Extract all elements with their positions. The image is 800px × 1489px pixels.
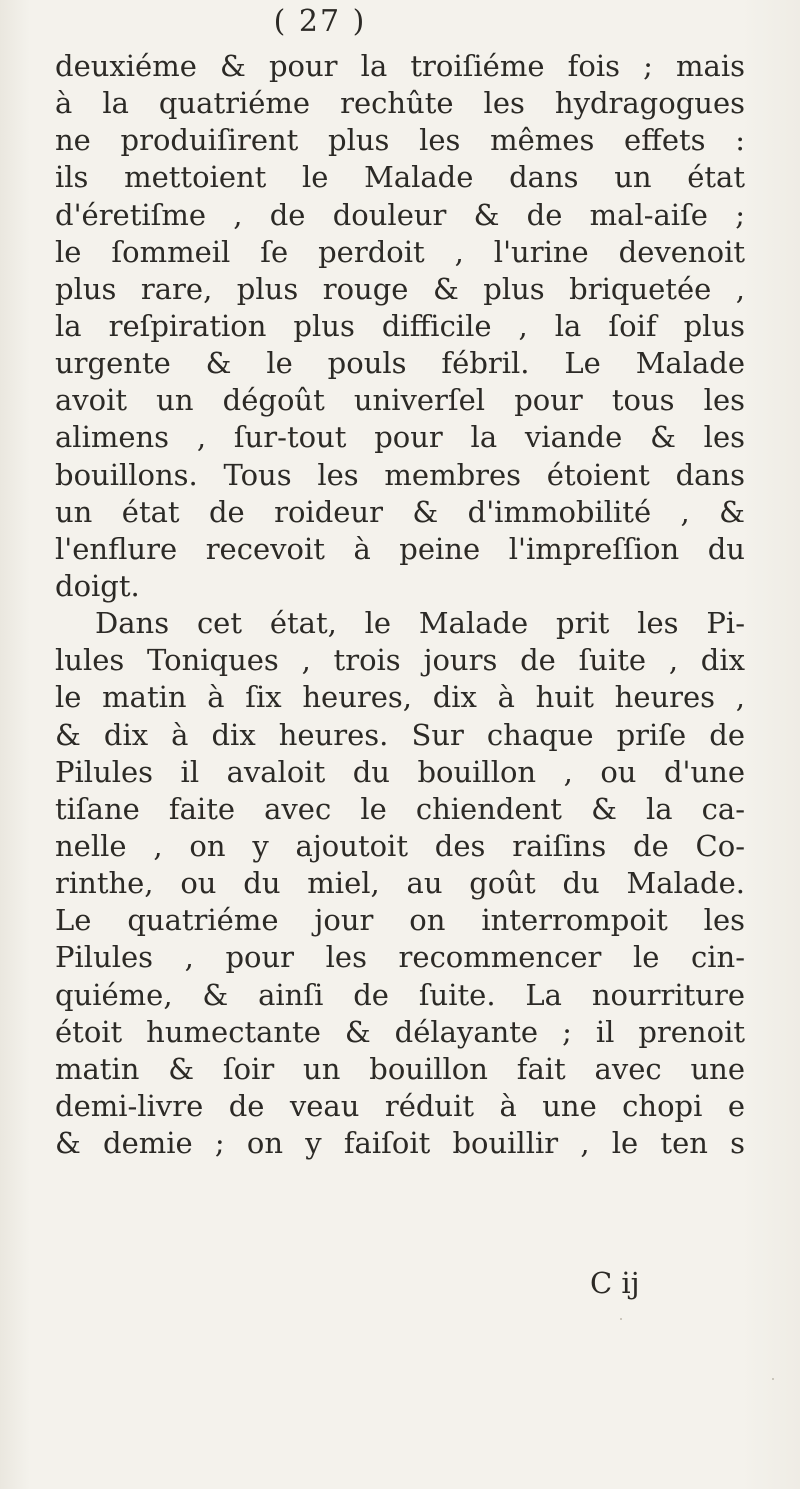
text-line: l'enflure recevoit à peine l'impreſſion du	[55, 531, 745, 566]
text-line: la reſpiration plus difficile , la ſoif plus	[55, 308, 745, 343]
text-line: nelle , on y ajoutoit des raiſins de Co-	[55, 828, 745, 863]
text-line: demi-livre de veau réduit à une chopi e	[55, 1088, 745, 1123]
page-number: ( 27 )	[273, 4, 367, 39]
text-line: d'éretiſme , de douleur & de mal-aiſe ;	[55, 197, 745, 232]
text-line: plus rare, plus rouge & plus briquetée ,	[55, 271, 745, 306]
paragraph-first-line: Dans cet état, le Malade prit les Pi-	[95, 606, 745, 641]
text-line: tiſane faite avec le chiendent & la ca-	[55, 791, 745, 826]
text-line: le ſommeil ſe perdoit , l'urine devenoit	[55, 234, 745, 269]
text-line: deuxiéme & pour la troiſiéme fois ; mais	[55, 49, 745, 83]
text-line: matin & ſoir un bouillon fait avec une	[55, 1051, 745, 1086]
text-line: un état de roideur & d'immobilité , &	[55, 494, 745, 529]
text-line: à la quatriéme rechûte les hydragogues	[55, 86, 745, 121]
text-line: rinthe, ou du miel, au goût du Malade.	[55, 866, 745, 901]
text-line: & dix à dix heures. Sur chaque priſe de	[55, 717, 745, 752]
paper-speck	[772, 1378, 774, 1380]
text-line: lules Toniques , trois jours de ſuite , dix	[55, 643, 745, 678]
text-line: doigt.	[55, 568, 140, 603]
text-line: le matin à ſix heures, dix à huit heures ,	[55, 680, 745, 715]
text-line: avoit un dégoût univerſel pour tous les	[55, 383, 745, 418]
text-line: étoit humectante & délayante ; il prenoit	[55, 1014, 745, 1049]
text-line: Pilules il avaloit du bouillon , ou d'une	[55, 754, 745, 789]
text-line: alimens , ſur-tout pour la viande & les	[55, 420, 745, 455]
text-line: ils mettoient le Malade dans un état	[55, 160, 745, 195]
signature-mark: C ij	[590, 1266, 640, 1300]
text-line: bouillons. Tous les membres étoient dans	[55, 457, 745, 492]
text-line: urgente & le pouls fébril. Le Malade	[55, 346, 745, 381]
body-text	[55, 48, 745, 1162]
text-line: Pilules , pour les recommencer le cin-	[55, 940, 745, 975]
text-line: & demie ; on y faiſoit bouillir , le ten s	[55, 1126, 745, 1161]
text-line: ne produiſirent plus les mêmes effets :	[55, 123, 745, 158]
text-line: quiéme, & ainſi de ſuite. La nourriture	[55, 977, 745, 1012]
text-line: Le quatriéme jour on interrompoit les	[55, 903, 745, 938]
paper-speck	[620, 1318, 622, 1320]
